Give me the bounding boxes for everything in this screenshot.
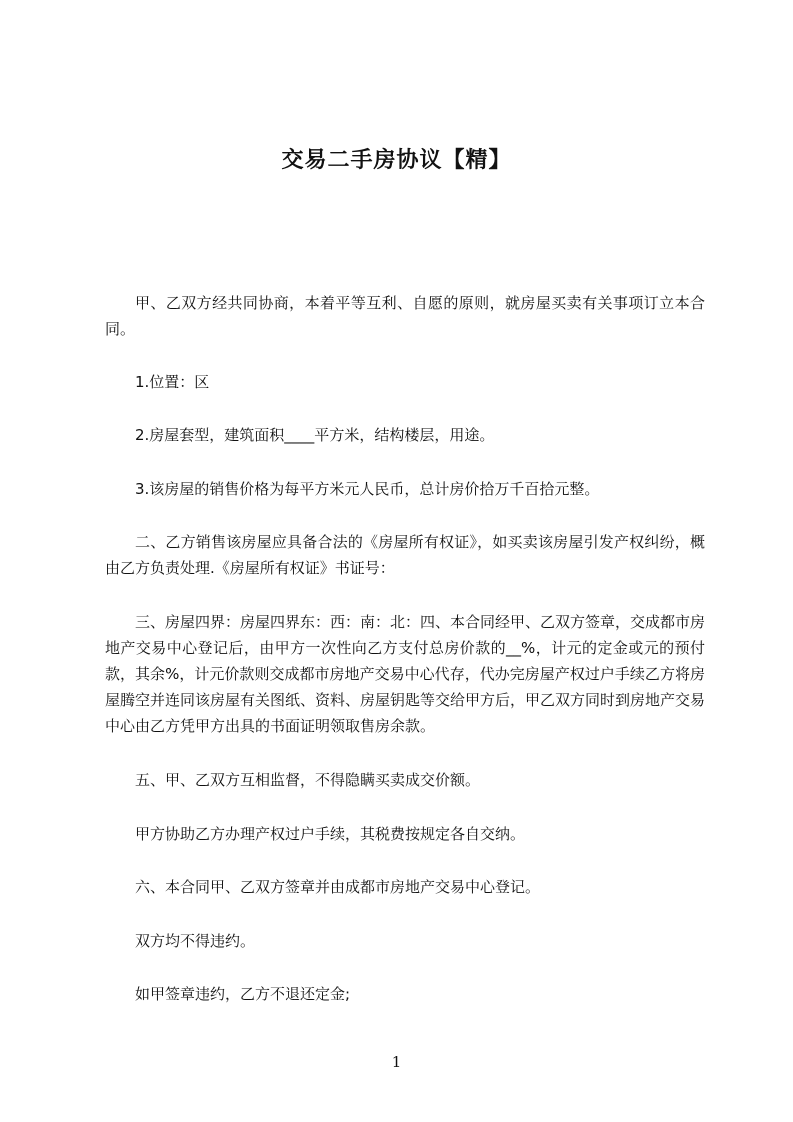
clause-boundaries-payment: 三、房屋四界：房屋四界东：西：南：北：四、本合同经甲、乙双方签章，交成都市房地产交易中心登记后，由甲方一次性向乙方支付总房价款的__%，计元的定金或元的预付款，其余%，计元价款则交成都市房地产交易中心代存，代办完房屋产权过户手续乙方将房屋腾空并连同该房屋有关图纸、资料、房屋钥匙等交给甲方后，甲乙双方同时到房地产交易中心由乙方凭甲方出具的书面证明领取售房余款。	[105, 613, 706, 735]
clause-breach-deposit: 如甲签章违约，乙方不退还定金;	[135, 985, 351, 1003]
clause-house-type: 2.房屋套型，建筑面积____平方米，结构楼层，用途。	[135, 426, 495, 444]
clause-price: 3.该房屋的销售价格为每平方米元人民币，总计房价拾万千百拾元整。	[135, 480, 600, 498]
clause-transfer-taxes: 甲方协助乙方办理产权过户手续，其税费按规定各自交纳。	[135, 825, 526, 843]
clause-location: 1.位置：区	[135, 373, 210, 391]
clause-registration: 六、本合同甲、乙双方签章并由成都市房地产交易中心登记。	[135, 878, 541, 896]
page-number: 1	[391, 1053, 402, 1071]
clause-ownership: 二、乙方销售该房屋应具备合法的《房屋所有权证》，如买卖该房屋引发产权纠纷，概由乙方负责处理.《房屋所有权证》书证号：	[105, 533, 705, 577]
intro-paragraph: 甲、乙双方经共同协商，本着平等互利、自愿的原则，就房屋买卖有关事项订立本合同。	[105, 294, 705, 338]
document-title: 交易二手房协议【精】	[281, 148, 512, 173]
clause-supervision: 五、甲、乙双方互相监督，不得隐瞒买卖成交价额。	[135, 771, 481, 789]
clause-no-breach: 双方均不得违约。	[135, 932, 256, 950]
